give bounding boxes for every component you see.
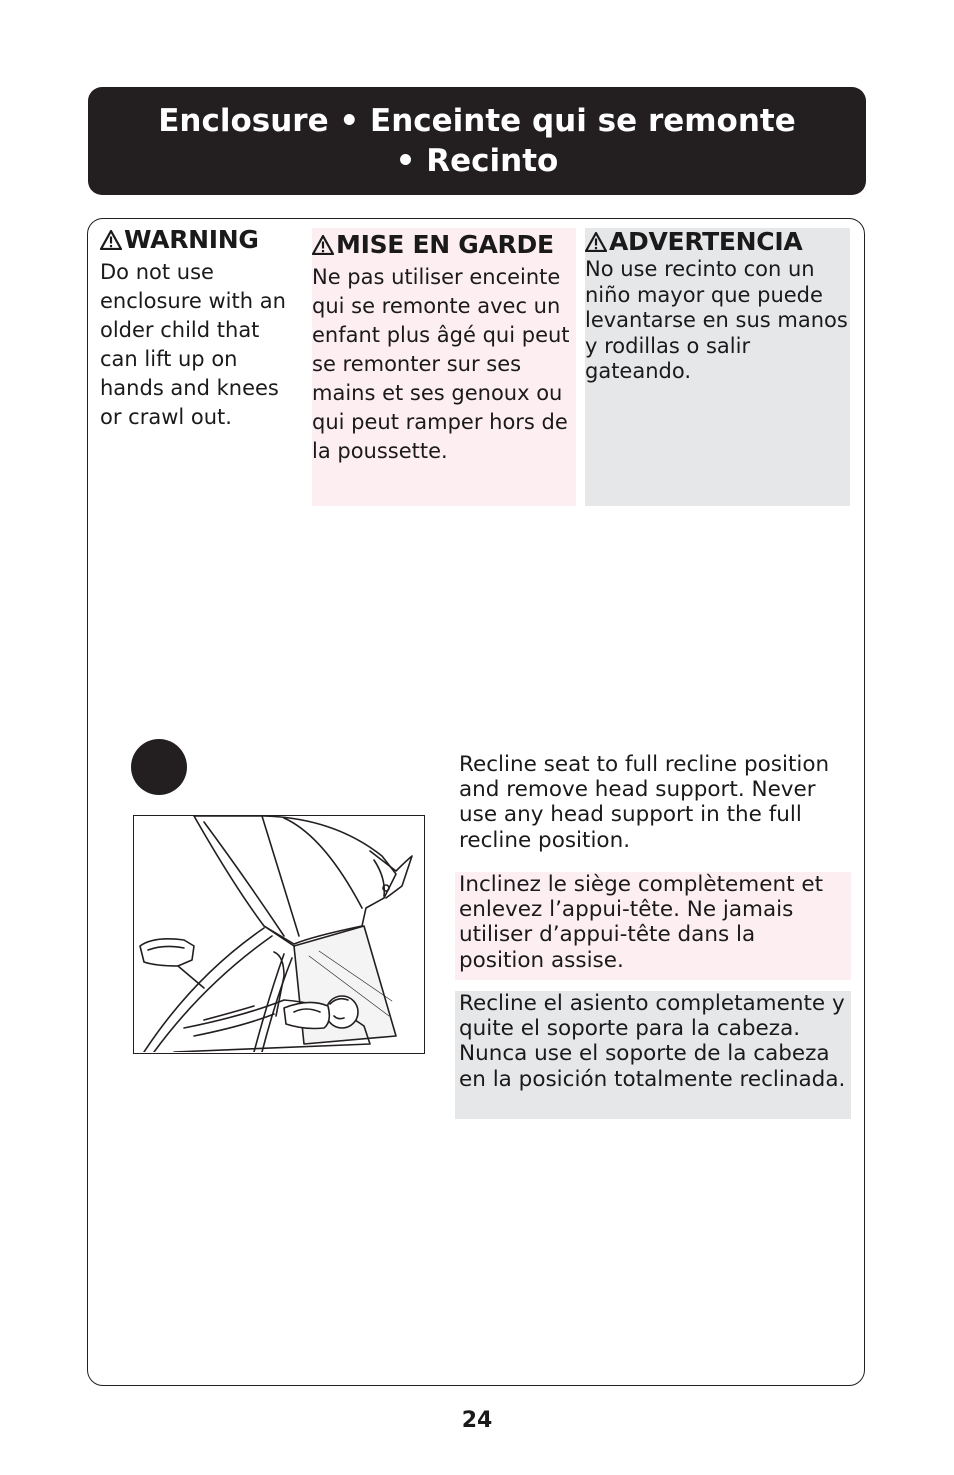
section-title-line2: • Recinto <box>395 143 559 179</box>
warning-heading-en: WARNING <box>100 226 300 254</box>
warning-spanish <box>585 228 850 506</box>
stroller-illustration <box>133 815 425 1054</box>
warning-triangle-icon <box>100 230 122 250</box>
warning-heading-fr: MISE EN GARDE <box>312 231 576 259</box>
page-number: 24 <box>461 1408 493 1433</box>
warning-text-es: No use recinto con un niño mayor que puede levantarse en sus manos y rodillas o salir gateando. <box>585 257 848 383</box>
step-marker <box>131 739 187 795</box>
warning-text-en: Do not use enclosure with an older child that can lift up on hands and knees or crawl out. <box>100 260 286 429</box>
warning-triangle-icon <box>585 232 607 252</box>
instruction-spanish: Recline el asiento completamente y quite el soporte para la cabeza. Nunca use el soporte de la cabeza en la posición totalmente reclinada. <box>455 991 851 1119</box>
warning-heading-es: ADVERTENCIA <box>585 228 850 256</box>
warning-english <box>100 226 300 432</box>
warning-text-fr: Ne pas utiliser enceinte qui se remonte avec un enfant plus âgé qui peut se remonter sur ses mains et ses genoux ou qui peut ramper hors de la poussette. <box>312 265 570 463</box>
instruction-english: Recline seat to full recline position and remove head support. Never use any head support in the full recline position. <box>459 752 830 853</box>
warning-triangle-icon <box>312 235 334 255</box>
section-header <box>88 87 866 195</box>
section-title <box>158 101 796 181</box>
stroller-recline-drawing <box>134 816 423 1052</box>
instruction-french: Inclinez le siège complètement et enlevez l’appui-tête. Ne jamais utiliser d’appui-tête dans la position assise. <box>455 872 851 980</box>
section-title-line1: Enclosure • Enceinte qui se remonte <box>158 103 796 139</box>
warning-french <box>312 228 576 506</box>
